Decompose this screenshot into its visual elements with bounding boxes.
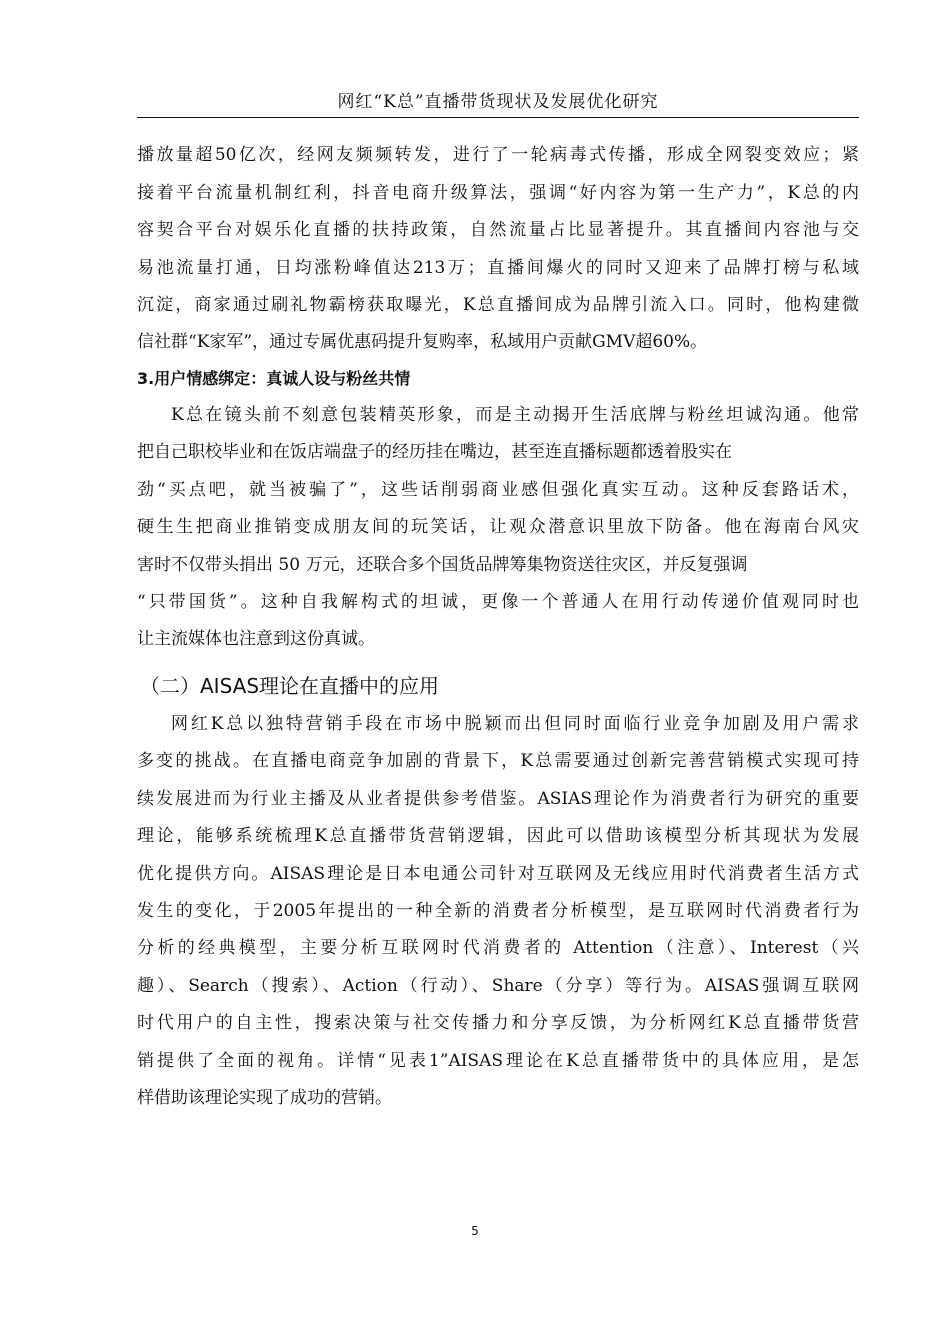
paragraph-line: “只带国货”。这种自我解构式的坦诚，更像一个普通人在用行动传递价值观同时也: [137, 592, 859, 612]
paragraph-line: 网红K总以独特营销手段在市场中脱颖而出但同时面临行业竞争加剧及用户需求: [171, 714, 859, 734]
paragraph-line: 发生的变化，于2005年提出的一种全新的消费者分析模型，是互联网时代消费者行为: [137, 901, 859, 921]
page-number: 5: [471, 1224, 479, 1238]
paragraph-line: 硬生生把商业推销变成朋友间的玩笑话，让观众潜意识里放下防备。他在海南台风灾: [137, 517, 859, 537]
paragraph-line: 续发展进而为行业主播及从业者提供参考借鉴。ASIAS理论作为消费者行为研究的重要: [137, 789, 859, 809]
paragraph-line: 接着平台流量机制红利，抖音电商升级算法，强调“好内容为第一生产力”，K总的内: [137, 183, 859, 203]
header-divider: [137, 117, 859, 118]
paragraph-line: 时代用户的自主性，搜索决策与社交传播力和分享反馈，为分析网红K总直播带货营: [137, 1013, 859, 1033]
paragraph-line: 易池流量打通，日均涨粉峰值达213万；直播间爆火的同时又迎来了品牌打榜与私域: [137, 258, 859, 278]
paragraph-line: 优化提供方向。AISAS理论是日本电通公司针对互联网及无线应用时代消费者生活方式: [137, 864, 859, 884]
paragraph-line: 理论，能够系统梳理K总直播带货营销逻辑，因此可以借助该模型分析其现状为发展: [137, 826, 859, 846]
paragraph-line: 样借助该理论实现了成功的营销。: [137, 1088, 392, 1108]
paragraph-line: 分析的经典模型，主要分析互联网时代消费者的 Attention（注意）、Interest（兴: [137, 938, 859, 958]
section-heading: （二）AISAS理论在直播中的应用: [140, 674, 440, 698]
paragraph-line: 容契合平台对娱乐化直播的扶持政策，自然流量占比显著提升。其直播间内容池与交: [137, 220, 859, 240]
paragraph-line: 让主流媒体也注意到这份真诚。: [137, 629, 375, 649]
paragraph-line: 劲“买点吧，就当被骗了”，这些话削弱商业感但强化真实互动。这种反套路话术，: [137, 480, 859, 500]
paragraph-line: K总在镜头前不刻意包装精英形象，而是主动揭开生活底牌与粉丝坦诚沟通。他常: [171, 405, 859, 425]
paragraph-line: 害时不仅带头捐出 50 万元，还联合多个国货品牌筹集物资送往灾区，并反复强调: [137, 555, 748, 575]
paragraph-line: 多变的挑战。在直播电商竞争加剧的背景下，K总需要通过创新完善营销模式实现可持: [137, 751, 859, 771]
paragraph-line: 趣）、Search（搜索）、Action（行动）、Share（分享）等行为。AISAS强调互联网: [137, 976, 859, 996]
paragraph-line: 信社群“K家军”，通过专属优惠码提升复购率，私域用户贡献GMV超60%。: [137, 332, 708, 352]
subheading: 3.用户情感绑定：真诚人设与粉丝共情: [137, 369, 411, 388]
running-header-title: 网红“K总”直播带货现状及发展优化研究: [337, 92, 659, 112]
paragraph-line: 沉淀，商家通过刷礼物霸榜获取曝光，K总直播间成为品牌引流入口。同时，他构建微: [137, 295, 859, 315]
paragraph-line: 销提供了全面的视角。详情“见表1”AISAS理论在K总直播带货中的具体应用，是怎: [137, 1051, 859, 1071]
paragraph-line: 播放量超50亿次，经网友频频转发，进行了一轮病毒式传播，形成全网裂变效应；紧: [137, 145, 859, 165]
paragraph-line: 把自己职校毕业和在饭店端盘子的经历挂在嘴边，甚至连直播标题都透着股实在: [137, 442, 732, 462]
